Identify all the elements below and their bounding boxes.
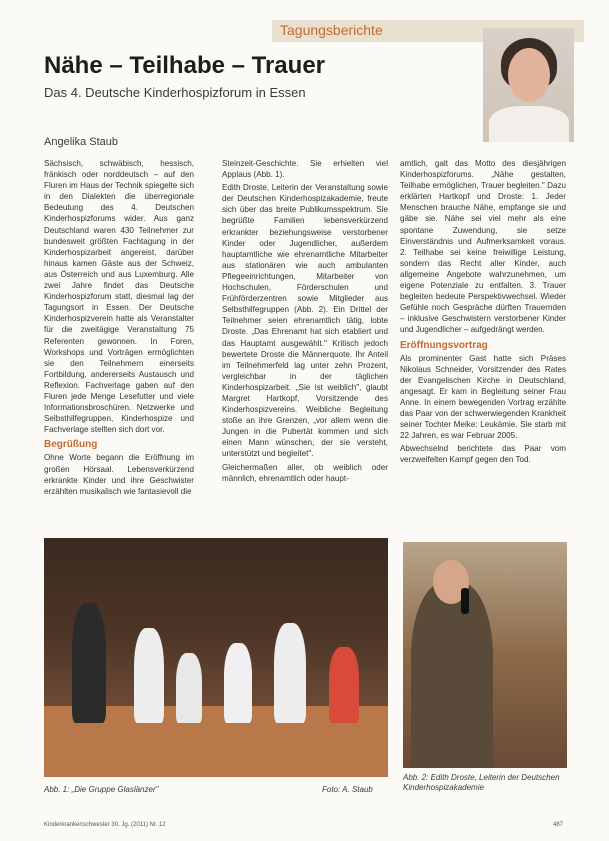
figure-2-caption: Abb. 2: Edith Droste, Leiterin der Deutschen Kinderhospizakademie [403, 773, 560, 792]
photo-figure [329, 647, 359, 723]
section-label: Tagungsberichte [280, 22, 383, 38]
text-column-2 [222, 158, 388, 486]
photo-speaker-body [411, 582, 493, 768]
text-column-3 [400, 158, 566, 468]
portrait-face [508, 48, 550, 102]
journal-reference: Kinderkrankenschwester 30. Jg. (2011) Nr. 12 [44, 822, 166, 828]
text-column-1 [44, 158, 194, 499]
group-performance-photo [44, 538, 388, 777]
paragraph: Gleichermaßen aller, ob weiblich oder männlich, ehrenamtlich oder haupt- [222, 462, 388, 483]
paragraph: Edith Droste, Leiterin der Veranstaltung sowie der Deutschen Kinderhospizakademie, freute sich über das breite Publikumsspektrum. Sie begrüßte Familien lebensverkürzend erkrankter beziehungsweise verstorbener Kinder oder Jugendlicher, außerdem hauptamtliche wie ehrenamtliche Mitarbeiter aus stationären wie auch ambulanten Pflegeeinrichtungen, Mitarbeiter von Hochschulen, Förderschulen und Frühförderzentren sowie Mitglieder aus Selbsthilfegruppen (Abb. 2). Ein Drittel der Teilnehmer seien ehrenamtlich tätig, lobte Droste. „Das Ehrenamt hat sich etabliert und das Hauptamt ausgewählt." Kritisch jedoch bewertete Droste die Männerquote. Ihr Anteil im Teilnehmerfeld lag unter zehn Prozent, vergleichbar in der täglichen Kinderhospizarbeit. „Sie ist weiblich", glaubt Margret Hartkopf, Vorsitzende des Kinderhospizvereins. Weibliche Begleitung stoße an ihre Grenzen, „vor allem wenn die Jungen in die Pubertät kommen und sich einen Mann wünschen, der sie versteht, unterstützt und begleitet". [222, 183, 388, 459]
subheading-eroeffnungsvortrag: Eröffnungsvortrag [400, 339, 488, 351]
paragraph: Ohne Worte begann die Eröffnung im großen Hörsaal. Lebensverkürzend erkrankte Kinder und ihre Geschwister erzählten musikalisch wie fantasievoll die [44, 453, 194, 496]
author-portrait [483, 28, 574, 142]
article-author: Angelika Staub [44, 136, 118, 148]
article-subtitle: Das 4. Deutsche Kinderhospizforum in Essen [44, 85, 306, 100]
paragraph: Als prominenter Gast hatte sich Präses Nikolaus Schneider, Vorsitzender des Rates der Evangelischen Kirche in Deutschland, angesagt. Er kam in Begleitung seiner Frau Anne. In einem bewegenden Vortrag erzählte das Paar von der schwerwiegenden Krankheit seiner Tochter Meike: Leukämie. Sie starb mit 22 Jahren, es war Februar 2005. [400, 353, 566, 441]
subheading-begruessung: Begrüßung [44, 439, 98, 451]
figure-1-credit: Foto: A. Staub [322, 785, 373, 794]
page-number: 487 [553, 822, 564, 828]
paragraph: amtlich, galt das Motto des diesjährigen Kinderhospizforums. „Nähe gestalten, Teilhabe ermöglichen, Trauer begleiten." Dazu erklärten Hartkopf und Droste: 1. Jeder Menschen brauche Nähe, empfange sie und gäbe sie. Nähe sei viel mehr als eine spontane Zuwendung, sie setze Einverständnis und Aufmerksamkeit voraus. 2. Teilhabe sei keine freiwillige Leistung, sondern das Recht aller Kinder, auch allgemeine Angebote wahrzunehmen, um eigene Potenziale zu entfalten. 3. Trauer begleiten bedeute Perspektivwechsel. Wieder Gefühle noch Gespräche dürften Trauernden – inklusive Geschwistern verstorbener Kinder und Jugendlicher – aufgedrängt werden. [400, 159, 566, 335]
speaker-photo [403, 542, 567, 768]
portrait-shirt [489, 106, 569, 142]
photo-figure [224, 643, 252, 723]
figure-1-caption: Abb. 1: „Die Gruppe Glaslänzer" [44, 785, 159, 794]
article-title: Nähe – Teilhabe – Trauer [44, 52, 326, 79]
photo-figure [274, 623, 306, 723]
photo-figure [176, 653, 202, 723]
paragraph: Abwechselnd berichtete das Paar vom verzweifelten Kampf gegen den Tod. [400, 444, 566, 465]
microphone-icon [461, 588, 469, 614]
paragraph: Steinzeit-Geschichte. Sie erhielten viel Applaus (Abb. 1). [222, 159, 388, 180]
photo-figure [72, 603, 106, 723]
photo-figure [134, 628, 164, 723]
paragraph: Sächsisch, schwäbisch, hessisch, fränkisch oder norddeutsch – auf den Fluren im Haus der Technik spiegelte sich in den Dialekten die überregionale Bedeutung des 4. Deutschen Kinderhospizforums wider. Aus ganz Deutschland waren 430 Teilnehmer zur bundesweit größten Fachtagung in der Kinderhospizarbeit angereist, darüber hinaus kamen Gäste aus der Schweiz, aus Österreich und aus Luxemburg. Alle zwei Jahre findet das Deutsche Kinderhospizforum statt, diesmal lag der Tagungsort in Essen. Der Deutsche Kinderhospizverein hatte als Veranstalter für die zweitägige Veranstaltung 75 Referenten gewonnen. In Foren, Workshops und Vorträgen ermöglichten sie den Teilnehmern einerseits Fortbildung, andererseits Austausch und Reflexion. Fachverlage gaben auf den Fluren jede Menge Lesefutter und viele Informationsbroschüren. Netzwerke und Selbsthilfegruppen, Kinderhospize und Fachverlage stellten sich dort vor. [44, 159, 194, 435]
